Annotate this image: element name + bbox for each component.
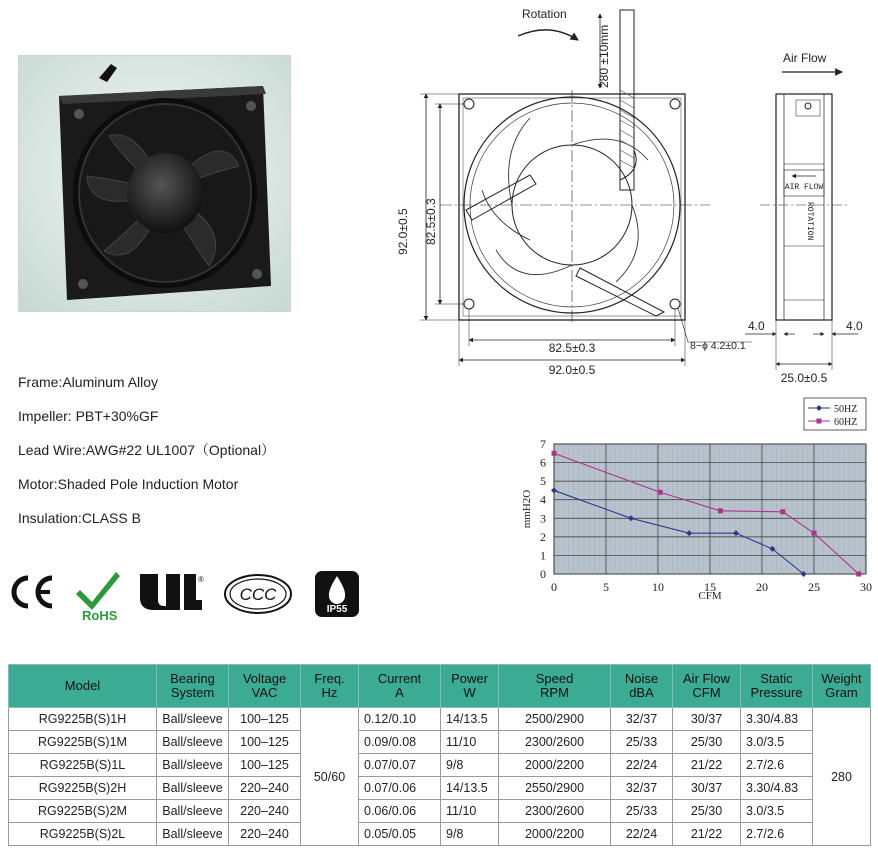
cell-bearing: Ball/sleeve: [157, 823, 229, 846]
dim-inner-height: 82.5±0.3: [424, 198, 438, 245]
col-header-bearing: Bearing System: [157, 665, 229, 708]
cell-bearing: Ball/sleeve: [157, 800, 229, 823]
spec-motor: Motor:Shaded Pole Induction Motor: [18, 476, 239, 492]
front-view: [440, 10, 710, 325]
legend-marker: [817, 419, 822, 424]
lead-length-label: 280 ±10mm: [597, 24, 611, 88]
cell-pressure: 3.0/3.5: [741, 800, 813, 823]
cell-voltage: 220–240: [229, 800, 301, 823]
series-point: [718, 508, 723, 513]
y-tick-label: 2: [540, 529, 546, 544]
spec-lead-wire: Lead Wire:AWG#22 UL1007（Optional）: [18, 442, 276, 458]
svg-text:CCC: CCC: [239, 585, 277, 604]
table-row: [9, 823, 871, 846]
side-air-flow-text: AIR FLOW: [784, 183, 824, 192]
cell-model: RG9225B(S)2H: [9, 777, 157, 800]
dim-flange-right: 4.0: [846, 319, 863, 333]
cell-noise: 32/37: [611, 777, 673, 800]
cell-pressure: 2.7/2.6: [741, 754, 813, 777]
col-header-freq: Freq. Hz: [301, 665, 359, 708]
col-header-air-flow: Air Flow CFM: [673, 665, 741, 708]
cell-current: 0.07/0.06: [359, 777, 441, 800]
cell-speed: 2300/2600: [499, 731, 611, 754]
cell-voltage: 100–125: [229, 731, 301, 754]
col-header-speed: Speed RPM: [499, 665, 611, 708]
cell-freq: 50/60: [301, 708, 359, 846]
cell-pressure: 3.30/4.83: [741, 777, 813, 800]
series-point: [812, 531, 817, 536]
spec-impeller: Impeller: PBT+30%GF: [18, 408, 159, 424]
air-flow-label: Air Flow: [783, 51, 827, 65]
dim-depth: 25.0±0.5: [780, 371, 828, 385]
svg-text:IP55: IP55: [326, 604, 348, 615]
pq-chart: [508, 396, 878, 611]
cell-airflow: 30/37: [673, 708, 741, 731]
table-row: [9, 731, 871, 754]
fan-photo-icon: [19, 56, 291, 312]
cell-model: RG9225B(S)1M: [9, 731, 157, 754]
ul-mark-icon: [136, 570, 208, 619]
cell-noise: 25/33: [611, 731, 673, 754]
cell-bearing: Ball/sleeve: [157, 777, 229, 800]
cell-power: 9/8: [441, 823, 499, 846]
y-tick-label: 1: [540, 548, 546, 563]
pq-chart-svg: [508, 396, 878, 611]
series-point: [658, 490, 663, 495]
col-header-model: Model: [9, 665, 157, 708]
product-photo: [18, 55, 291, 312]
cell-pressure: 3.0/3.5: [741, 731, 813, 754]
cell-pressure: 3.30/4.83: [741, 708, 813, 731]
y-tick-label: 7: [540, 437, 546, 451]
svg-text:RoHS: RoHS: [82, 608, 118, 622]
y-tick-label: 4: [540, 492, 546, 507]
cell-current: 0.07/0.07: [359, 754, 441, 777]
table-row: [9, 777, 871, 800]
cell-voltage: 220–240: [229, 823, 301, 846]
cell-power: 9/8: [441, 754, 499, 777]
cell-power: 11/10: [441, 731, 499, 754]
legend-label-50hz: 50HZ: [834, 404, 858, 415]
cell-speed: 2000/2200: [499, 823, 611, 846]
svg-text:®: ®: [198, 575, 204, 584]
col-header-voltage: Voltage VAC: [229, 665, 301, 708]
col-header-current: Current A: [359, 665, 441, 708]
x-tick-label: 5: [603, 580, 609, 594]
cell-voltage: 220–240: [229, 777, 301, 800]
cell-bearing: Ball/sleeve: [157, 754, 229, 777]
table-body: [9, 708, 871, 846]
spec-list: [18, 372, 275, 542]
series-point: [552, 451, 557, 456]
cell-model: RG9225B(S)1L: [9, 754, 157, 777]
y-tick-label: 3: [540, 511, 546, 526]
dim-inner-width: 82.5±0.3: [548, 341, 596, 355]
cell-noise: 22/24: [611, 754, 673, 777]
cell-pressure: 2.7/2.6: [741, 823, 813, 846]
cell-power: 14/13.5: [441, 708, 499, 731]
col-header-power: Power W: [441, 665, 499, 708]
cell-airflow: 25/30: [673, 731, 741, 754]
cell-speed: 2500/2900: [499, 708, 611, 731]
cell-power: 14/13.5: [441, 777, 499, 800]
series-point: [856, 572, 861, 577]
ce-mark-icon: [8, 572, 58, 617]
cell-airflow: 21/22: [673, 754, 741, 777]
x-tick-label: 30: [860, 580, 872, 594]
dim-flange-left: 4.0: [748, 319, 765, 333]
dim-outer-height: 92.0±0.5: [396, 208, 410, 255]
cell-model: RG9225B(S)2L: [9, 823, 157, 846]
cell-voltage: 100–125: [229, 708, 301, 731]
side-rotation-text: ROTATION: [805, 202, 814, 241]
spec-table: [8, 664, 870, 846]
cell-speed: 2000/2200: [499, 754, 611, 777]
x-axis-label: CFM: [698, 590, 722, 602]
ccc-mark-icon: [222, 572, 294, 621]
rohs-mark-icon: [72, 566, 128, 627]
y-tick-label: 5: [540, 474, 546, 489]
side-view: [760, 51, 850, 320]
y-axis-label: mmH2O: [521, 489, 533, 529]
cell-current: 0.05/0.05: [359, 823, 441, 846]
ip55-mark-icon: [314, 570, 360, 623]
table-header-row: [9, 665, 871, 708]
x-tick-label: 15: [704, 580, 716, 594]
cell-noise: 32/37: [611, 708, 673, 731]
x-tick-label: 10: [652, 580, 664, 594]
cell-noise: 25/33: [611, 800, 673, 823]
col-header-weight: Weight Gram: [813, 665, 871, 708]
dim-mounting-hole: 8−ϕ 4.2±0.1: [690, 340, 746, 352]
y-tick-label: 6: [540, 455, 546, 470]
cell-voltage: 100–125: [229, 754, 301, 777]
cell-airflow: 21/22: [673, 823, 741, 846]
table-row: [9, 754, 871, 777]
y-tick-label: 0: [540, 567, 546, 581]
col-header-static: Static Pressure: [741, 665, 813, 708]
technical-drawing: [380, 0, 878, 400]
spec-insulation: Insulation:CLASS B: [18, 510, 141, 526]
cell-airflow: 30/37: [673, 777, 741, 800]
cell-speed: 2550/2900: [499, 777, 611, 800]
cell-current: 0.06/0.06: [359, 800, 441, 823]
cell-model: RG9225B(S)2M: [9, 800, 157, 823]
table-row: [9, 708, 871, 731]
cell-current: 0.09/0.08: [359, 731, 441, 754]
col-header-noise: Noise dBA: [611, 665, 673, 708]
cell-bearing: Ball/sleeve: [157, 708, 229, 731]
table-row: [9, 800, 871, 823]
x-tick-label: 0: [551, 580, 557, 594]
series-point: [780, 509, 785, 514]
cell-model: RG9225B(S)1H: [9, 708, 157, 731]
cell-speed: 2300/2600: [499, 800, 611, 823]
legend-label-60hz: 60HZ: [834, 417, 858, 428]
rotation-label: Rotation: [522, 7, 567, 21]
cell-bearing: Ball/sleeve: [157, 731, 229, 754]
spec-frame: Frame:Aluminum Alloy: [18, 374, 159, 390]
cell-current: 0.12/0.10: [359, 708, 441, 731]
cell-weight: 280: [813, 708, 871, 846]
cell-power: 11/10: [441, 800, 499, 823]
rotation-arrow-icon: [518, 30, 578, 40]
cell-airflow: 25/30: [673, 800, 741, 823]
dim-outer-width: 92.0±0.5: [548, 363, 596, 377]
certification-logos: [8, 566, 368, 628]
x-tick-label: 20: [756, 580, 768, 594]
x-tick-label: 25: [808, 580, 820, 594]
cell-noise: 22/24: [611, 823, 673, 846]
